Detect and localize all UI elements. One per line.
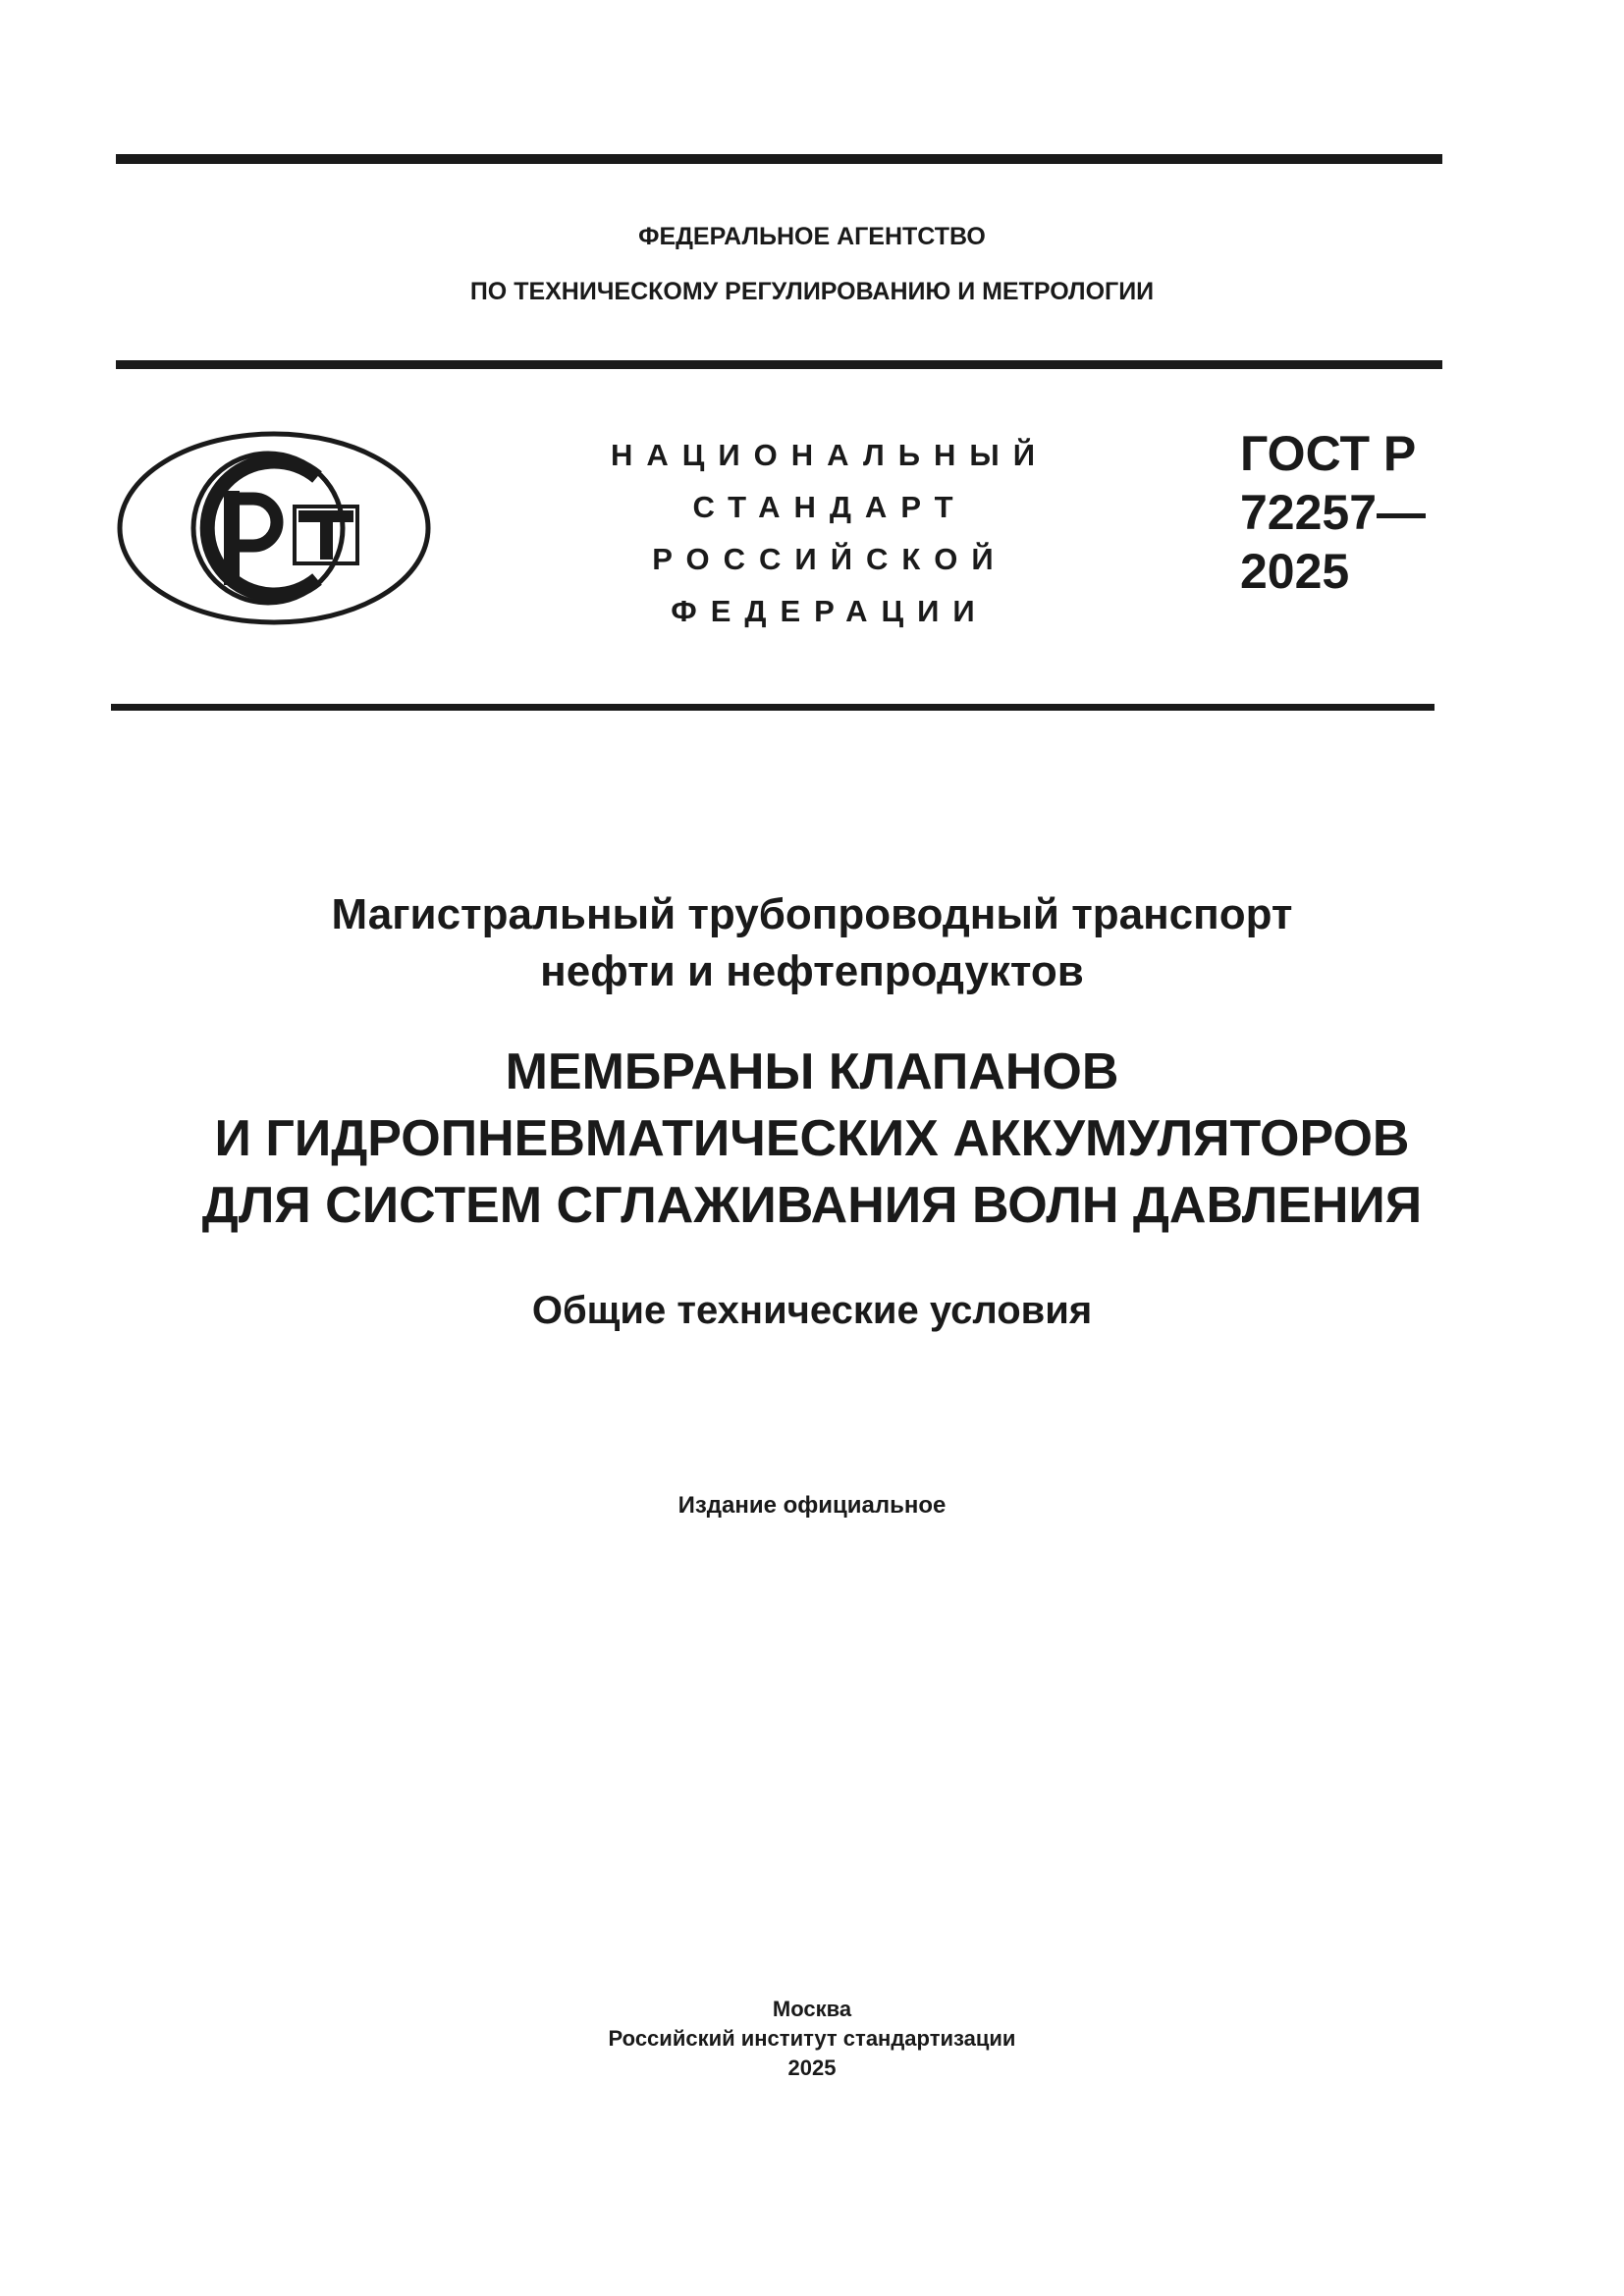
national-standard-label <box>577 429 1068 637</box>
standard-block-rule <box>111 704 1435 711</box>
subject-line-2: нефти и нефтепродуктов <box>540 947 1084 995</box>
edition-label: Издание официальное <box>677 1492 947 1519</box>
top-rule <box>116 154 1442 164</box>
gost-line-3: 2025 <box>1240 544 1350 599</box>
national-standard-line-4: ФЕДЕРАЦИИ <box>671 594 989 628</box>
gost-line-2: 72257— <box>1240 485 1427 540</box>
rst-certification-logo-icon <box>116 430 432 631</box>
title-line-1: МЕМБРАНЫ КЛАПАНОВ <box>505 1043 1119 1100</box>
document-subtitle: Общие технические условия <box>531 1289 1093 1332</box>
agency-line-1: ФЕДЕРАЛЬНОЕ АГЕНТСТВО <box>638 223 986 250</box>
imprint-city: Москва <box>772 1997 852 2021</box>
header-rule <box>116 360 1442 369</box>
title-line-2: И ГИДРОПНЕВМАТИЧЕСКИХ АККУМУЛЯТОРОВ <box>214 1110 1410 1167</box>
imprint-year: 2025 <box>787 2056 837 2080</box>
national-standard-line-2: СТАНДАРТ <box>692 490 967 524</box>
subject-line-1: Магистральный трубопроводный транспорт <box>331 890 1293 938</box>
title-line-3: ДЛЯ СИСТЕМ СГЛАЖИВАНИЯ ВОЛН ДАВЛЕНИЯ <box>201 1177 1423 1234</box>
agency-line-2: ПО ТЕХНИЧЕСКОМУ РЕГУЛИРОВАНИЮ И МЕТРОЛОГИИ <box>469 278 1155 305</box>
national-standard-line-3: РОССИЙСКОЙ <box>652 542 1007 576</box>
gost-line-1: ГОСТ Р <box>1240 426 1417 481</box>
gost-designation <box>1240 424 1426 601</box>
imprint-publisher: Российский институт стандартизации <box>608 2026 1016 2051</box>
national-standard-line-1: НАЦИОНАЛЬНЫЙ <box>610 438 1050 472</box>
